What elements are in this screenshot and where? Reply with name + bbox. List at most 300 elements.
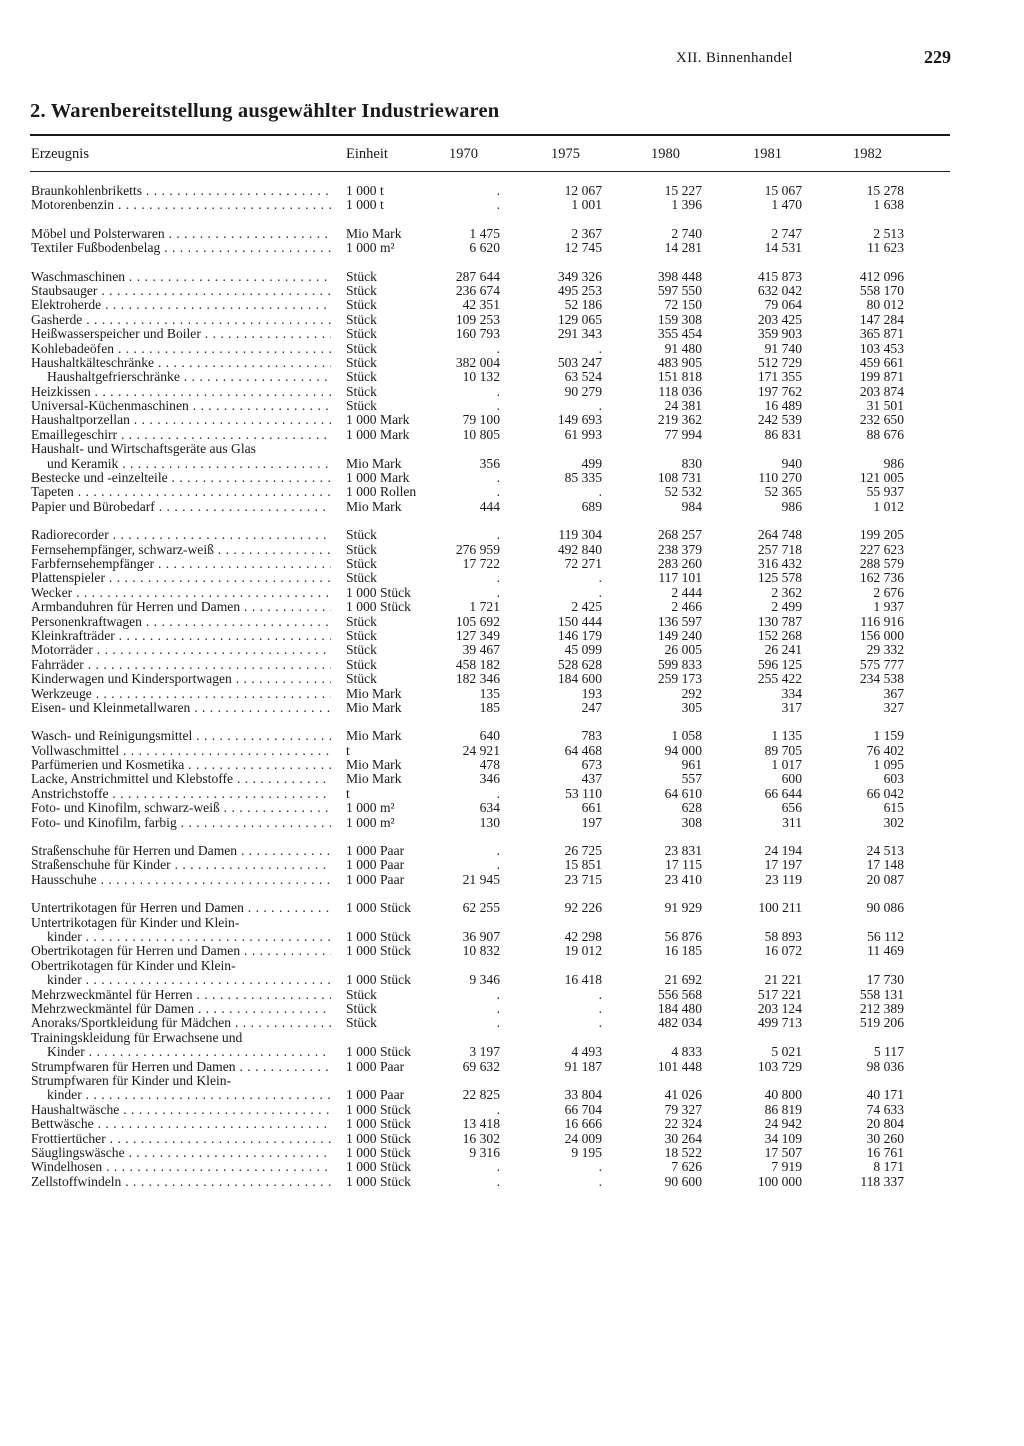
value-1981: 16 489: [764, 398, 802, 414]
unit: 1 000 Stück: [346, 1044, 411, 1060]
unit: Mio Mark: [346, 757, 402, 773]
value-1981: 255 422: [757, 671, 802, 687]
value-1982: 74 633: [866, 1101, 904, 1117]
value-1981: 242 539: [757, 412, 802, 428]
unit: 1 000 Stück: [346, 972, 411, 988]
row-label: Strumpfwaren für Kinder und Klein- kinder . . .: [31, 1074, 331, 1103]
value-1975: 129 065: [557, 311, 602, 327]
row-label: Textiler Fußbodenbelag . . .: [31, 241, 331, 255]
row-label: Untertrikotagen für Kinder und Klein- kinder . . .: [31, 916, 331, 945]
value-1982: 558 131: [859, 986, 904, 1002]
unit: Stück: [346, 527, 377, 543]
value-1970: 1 475: [469, 225, 500, 241]
value-1980: 557: [681, 771, 702, 787]
value-1982: 575 777: [859, 656, 904, 672]
unit: Stück: [346, 541, 377, 557]
value-1970: 3 197: [469, 1044, 500, 1060]
unit: 1 000 Mark: [346, 470, 410, 486]
value-1981: 359 903: [757, 326, 802, 342]
value-1982: 20 087: [866, 871, 904, 887]
value-1970: .: [496, 584, 500, 600]
value-1981: 940: [781, 455, 802, 471]
row-label: Papier und Bürobedarf . . .: [31, 500, 331, 514]
row-label: Farbfernsehempfänger . . .: [31, 557, 331, 571]
unit: Mio Mark: [346, 728, 402, 744]
value-1970: 9 346: [469, 972, 500, 988]
value-1970: 109 253: [455, 311, 500, 327]
value-1975: 437: [581, 771, 602, 787]
value-1981: 2 747: [771, 225, 802, 241]
row-group: [0, 528, 1024, 715]
value-1982: 2 676: [873, 584, 904, 600]
value-1980: 482 034: [657, 1015, 702, 1031]
unit: 1 000 Stück: [346, 1159, 411, 1175]
table-title: 2. Warenbereitstellung ausgewählter Industriewaren: [30, 100, 500, 122]
value-1970: .: [496, 398, 500, 414]
value-1970: 36 907: [462, 928, 500, 944]
table-row: [0, 1031, 1024, 1060]
value-1975: 119 304: [558, 527, 602, 543]
row-group: [0, 270, 1024, 515]
value-1975: 783: [581, 728, 602, 744]
table-row: [0, 500, 1024, 514]
value-1975: .: [598, 484, 602, 500]
value-1975: 61 993: [564, 426, 602, 442]
value-1970: 42 351: [462, 297, 500, 313]
value-1980: 118 036: [658, 383, 702, 399]
value-1981: 986: [781, 498, 802, 514]
value-1970: .: [496, 183, 500, 198]
unit: 1 000 Paar: [346, 1087, 405, 1103]
unit: t: [346, 785, 350, 801]
row-label: Windelhosen . . .: [31, 1160, 331, 1174]
row-label: Straßenschuhe für Herren und Damen . . .: [31, 844, 331, 858]
value-1981: 26 241: [764, 642, 802, 658]
value-1980: 259 173: [657, 671, 702, 687]
unit: 1 000 Stück: [346, 1130, 411, 1146]
value-1980: 14 281: [664, 240, 702, 256]
unit: Mio Mark: [346, 699, 402, 715]
value-1975: 193: [581, 685, 602, 701]
value-1981: 2 499: [771, 599, 802, 615]
value-1982: 17 148: [866, 857, 904, 873]
table-row: [0, 385, 1024, 399]
column-header-1981: 1981: [753, 146, 782, 162]
unit: 1 000 Stück: [346, 1101, 411, 1117]
row-label: Säuglingswäsche . . .: [31, 1146, 331, 1160]
value-1981: 203 124: [757, 1000, 802, 1016]
value-1975: 85 335: [564, 470, 602, 486]
value-1980: 108 731: [657, 470, 702, 486]
value-1970: 21 945: [462, 871, 500, 887]
value-1982: 121 005: [859, 470, 904, 486]
row-label: Fahrräder . . .: [31, 658, 331, 672]
row-label: Mehrzweckmäntel für Damen . . .: [31, 1002, 331, 1016]
unit: 1 000 t: [346, 183, 384, 198]
value-1982: 16 761: [866, 1144, 904, 1160]
table-row: [0, 1175, 1024, 1189]
value-1970: .: [496, 340, 500, 356]
unit: Mio Mark: [346, 455, 402, 471]
value-1981: 52 365: [764, 484, 802, 500]
value-1980: 2 444: [671, 584, 702, 600]
table-row: [0, 586, 1024, 600]
table-row: [0, 370, 1024, 384]
value-1981: 58 893: [764, 928, 802, 944]
value-1980: 91 929: [664, 900, 702, 916]
column-header-1970: 1970: [449, 146, 478, 162]
value-1982: 203 874: [859, 383, 904, 399]
value-1980: 136 597: [657, 613, 702, 629]
value-1982: 55 937: [866, 484, 904, 500]
value-1970: .: [496, 843, 500, 859]
unit: 1 000 Stück: [346, 584, 411, 600]
value-1970: .: [496, 1015, 500, 1031]
value-1982: 98 036: [866, 1058, 904, 1074]
value-1970: .: [496, 785, 500, 801]
table-row: [0, 687, 1024, 701]
value-1980: 117 101: [658, 570, 702, 586]
value-1975: 661: [581, 800, 602, 816]
unit: 1 000 Paar: [346, 857, 405, 873]
row-label: Wecker . . .: [31, 586, 331, 600]
value-1980: 2 740: [671, 225, 702, 241]
value-1982: 30 260: [866, 1130, 904, 1146]
unit: Mio Mark: [346, 498, 402, 514]
value-1982: 615: [883, 800, 904, 816]
table-row: [0, 844, 1024, 858]
value-1975: 492 840: [557, 541, 602, 557]
table-row: [0, 571, 1024, 585]
row-label: Anstrichstoffe . . .: [31, 787, 331, 801]
value-1975: 23 715: [564, 871, 602, 887]
column-header-1982: 1982: [853, 146, 882, 162]
value-1970: 1 721: [469, 599, 500, 615]
value-1980: 24 381: [664, 398, 702, 414]
value-1980: 23 831: [664, 843, 702, 859]
row-label: Plattenspieler . . .: [31, 571, 331, 585]
value-1975: 149 693: [557, 412, 602, 428]
table-row: [0, 284, 1024, 298]
value-1970: .: [496, 857, 500, 873]
row-label: Werkzeuge . . .: [31, 687, 331, 701]
table-row: [0, 356, 1024, 370]
value-1982: 80 012: [866, 297, 904, 313]
row-label: Radiorecorder . . .: [31, 528, 331, 542]
unit: Stück: [346, 1000, 377, 1016]
row-label: Waschmaschinen . . .: [31, 270, 331, 284]
value-1982: 232 650: [859, 412, 904, 428]
row-label: Eisen- und Kleinmetallwaren . . .: [31, 701, 331, 715]
value-1975: 495 253: [557, 282, 602, 298]
value-1982: 367: [883, 685, 904, 701]
value-1970: 127 349: [455, 627, 500, 643]
value-1981: 596 125: [757, 656, 802, 672]
value-1980: 26 005: [664, 642, 702, 658]
value-1982: 1 159: [873, 728, 904, 744]
unit: Stück: [346, 311, 377, 327]
value-1981: 600: [781, 771, 802, 787]
value-1982: 116 916: [860, 613, 904, 629]
table-row: [0, 528, 1024, 542]
value-1980: 597 550: [657, 282, 702, 298]
table-row: [0, 399, 1024, 413]
unit: Stück: [346, 354, 377, 370]
row-label: Obertrikotagen für Herren und Damen . . .: [31, 944, 331, 958]
value-1982: 11 623: [867, 240, 904, 256]
value-1970: .: [496, 1000, 500, 1016]
value-1982: 365 871: [859, 326, 904, 342]
value-1981: 91 740: [764, 340, 802, 356]
value-1970: 640: [479, 728, 500, 744]
value-1975: 33 804: [564, 1087, 602, 1103]
table-row: [0, 198, 1024, 212]
value-1982: 56 112: [867, 928, 904, 944]
row-group: [0, 227, 1024, 256]
table-row: [0, 944, 1024, 958]
value-1980: 292: [681, 685, 702, 701]
value-1975: 66 704: [564, 1101, 602, 1117]
value-1982: 327: [883, 699, 904, 715]
value-1982: 302: [883, 814, 904, 830]
row-label: Armbanduhren für Herren und Damen . . .: [31, 600, 331, 614]
value-1981: 24 194: [764, 843, 802, 859]
unit: 1 000 Mark: [346, 426, 410, 442]
table-row: [0, 227, 1024, 241]
value-1980: 52 532: [664, 484, 702, 500]
value-1982: 199 205: [859, 527, 904, 543]
table-row: [0, 1016, 1024, 1030]
unit: Stück: [346, 369, 377, 385]
table-row: [0, 327, 1024, 341]
value-1982: 1 638: [873, 197, 904, 213]
value-1981: 334: [781, 685, 802, 701]
value-1980: 16 185: [664, 943, 702, 959]
value-1981: 1 017: [771, 757, 802, 773]
value-1981: 15 067: [764, 183, 802, 198]
value-1975: 503 247: [557, 354, 602, 370]
value-1980: 7 626: [671, 1159, 702, 1175]
value-1981: 79 064: [764, 297, 802, 313]
table-row: [0, 758, 1024, 772]
value-1980: 355 454: [657, 326, 702, 342]
table-row: [0, 1132, 1024, 1146]
value-1981: 40 800: [764, 1087, 802, 1103]
value-1981: 152 268: [757, 627, 802, 643]
unit: Stück: [346, 671, 377, 687]
row-label: Hausschuhe . . .: [31, 873, 331, 887]
table-row: [0, 901, 1024, 915]
value-1970: .: [496, 986, 500, 1002]
unit: 1 000 m²: [346, 240, 395, 256]
table-row: [0, 184, 1024, 198]
value-1981: 21 221: [764, 972, 802, 988]
value-1981: 17 507: [764, 1144, 802, 1160]
row-label: Motorenbenzin . . .: [31, 198, 331, 212]
value-1970: 10 805: [462, 426, 500, 442]
value-1981: 171 355: [757, 369, 802, 385]
value-1975: 45 099: [564, 642, 602, 658]
value-1982: 519 206: [859, 1015, 904, 1031]
value-1975: .: [598, 398, 602, 414]
value-1980: 4 833: [671, 1044, 702, 1060]
value-1981: 197 762: [757, 383, 802, 399]
value-1980: 268 257: [657, 527, 702, 543]
unit: Stück: [346, 986, 377, 1002]
row-label: Tapeten . . .: [31, 485, 331, 499]
unit: Stück: [346, 656, 377, 672]
value-1982: 103 453: [859, 340, 904, 356]
unit: 1 000 Stück: [346, 900, 411, 916]
value-1970: .: [496, 484, 500, 500]
table-row: [0, 629, 1024, 643]
value-1975: 4 493: [571, 1044, 602, 1060]
table-row: [0, 1060, 1024, 1074]
value-1975: 24 009: [564, 1130, 602, 1146]
row-label: Braunkohlenbriketts . . .: [31, 184, 331, 198]
value-1970: 160 793: [455, 326, 500, 342]
table-row: [0, 600, 1024, 614]
table-row: [0, 916, 1024, 945]
value-1975: 197: [581, 814, 602, 830]
value-1981: 89 705: [764, 742, 802, 758]
row-group: [0, 184, 1024, 213]
value-1980: 22 324: [664, 1116, 702, 1132]
value-1980: 18 522: [664, 1144, 702, 1160]
value-1975: 291 343: [557, 326, 602, 342]
value-1975: 12 067: [564, 183, 602, 198]
table-row: [0, 744, 1024, 758]
value-1980: 21 692: [664, 972, 702, 988]
table-row: [0, 858, 1024, 872]
table-row: [0, 729, 1024, 743]
row-label: Möbel und Polsterwaren . . .: [31, 227, 331, 241]
value-1981: 130 787: [757, 613, 802, 629]
unit: 1 000 Paar: [346, 843, 405, 859]
value-1982: 40 171: [866, 1087, 904, 1103]
value-1980: 159 308: [657, 311, 702, 327]
value-1970: 6 620: [469, 240, 500, 256]
value-1980: 30 264: [664, 1130, 702, 1146]
table-row: [0, 672, 1024, 686]
value-1970: 13 418: [462, 1116, 500, 1132]
row-group: [0, 844, 1024, 887]
value-1970: 69 632: [462, 1058, 500, 1074]
value-1970: .: [496, 470, 500, 486]
value-1981: 1 470: [771, 197, 802, 213]
value-1970: 22 825: [462, 1087, 500, 1103]
value-1980: 149 240: [657, 627, 702, 643]
value-1970: .: [496, 570, 500, 586]
value-1980: 41 026: [664, 1087, 702, 1103]
table-row: [0, 413, 1024, 427]
unit: 1 000 Stück: [346, 1116, 411, 1132]
value-1982: 15 278: [866, 183, 904, 198]
value-1970: 185: [479, 699, 500, 715]
row-label: Wasch- und Reinigungsmittel . . .: [31, 729, 331, 743]
value-1982: 212 389: [859, 1000, 904, 1016]
value-1975: 349 326: [557, 268, 602, 284]
data-table: [0, 184, 1024, 1203]
unit: Stück: [346, 642, 377, 658]
value-1980: 599 833: [657, 656, 702, 672]
column-header-1980: 1980: [651, 146, 680, 162]
value-1982: 1 012: [873, 498, 904, 514]
value-1981: 24 942: [764, 1116, 802, 1132]
unit: 1 000 Mark: [346, 412, 410, 428]
value-1975: 19 012: [564, 943, 602, 959]
table-row: [0, 270, 1024, 284]
value-1981: 14 531: [764, 240, 802, 256]
value-1980: 184 480: [657, 1000, 702, 1016]
unit: 1 000 Paar: [346, 871, 405, 887]
value-1970: .: [496, 1101, 500, 1117]
value-1970: .: [496, 1159, 500, 1175]
value-1970: 62 255: [462, 900, 500, 916]
value-1970: 39 467: [462, 642, 500, 658]
value-1981: 257 718: [757, 541, 802, 557]
value-1982: 24 513: [866, 843, 904, 859]
row-label: Anoraks/Sportkleidung für Mädchen . . .: [31, 1016, 331, 1030]
value-1970: 24 921: [462, 742, 500, 758]
row-label: Elektroherde . . .: [31, 298, 331, 312]
value-1980: 398 448: [657, 268, 702, 284]
value-1981: 66 644: [764, 785, 802, 801]
value-1980: 77 994: [664, 426, 702, 442]
value-1981: 5 021: [771, 1044, 802, 1060]
value-1975: .: [598, 1173, 602, 1189]
value-1970: 182 346: [455, 671, 500, 687]
table-row: [0, 787, 1024, 801]
value-1980: 308: [681, 814, 702, 830]
table-row: [0, 658, 1024, 672]
value-1982: 1 095: [873, 757, 904, 773]
value-1980: 628: [681, 800, 702, 816]
value-1981: 100 000: [757, 1173, 802, 1189]
row-label: Mehrzweckmäntel für Herren . . .: [31, 988, 331, 1002]
value-1970: 236 674: [455, 282, 500, 298]
row-label: Kleinkrafträder . . .: [31, 629, 331, 643]
value-1981: 311: [782, 814, 802, 830]
table-row: [0, 772, 1024, 786]
value-1980: 91 480: [664, 340, 702, 356]
value-1975: 63 524: [564, 369, 602, 385]
value-1975: .: [598, 584, 602, 600]
table-row: [0, 557, 1024, 571]
row-label: Straßenschuhe für Kinder . . .: [31, 858, 331, 872]
value-1970: 10 132: [462, 369, 500, 385]
value-1981: 499 713: [757, 1015, 802, 1031]
value-1981: 16 072: [764, 943, 802, 959]
value-1970: 458 182: [455, 656, 500, 672]
value-1975: .: [598, 340, 602, 356]
unit: Stück: [346, 570, 377, 586]
value-1982: 199 871: [859, 369, 904, 385]
table-row: [0, 428, 1024, 442]
value-1975: 72 271: [564, 556, 602, 571]
row-label: Bestecke und -einzelteile . . .: [31, 471, 331, 485]
value-1980: 219 362: [657, 412, 702, 428]
value-1980: 79 327: [664, 1101, 702, 1117]
row-label: Haushaltgefrierschränke . . .: [31, 370, 331, 384]
value-1982: 156 000: [859, 627, 904, 643]
value-1975: 184 600: [557, 671, 602, 687]
value-1980: 101 448: [657, 1058, 702, 1074]
value-1982: 147 284: [859, 311, 904, 327]
value-1982: 227 623: [859, 541, 904, 557]
row-label: Haushaltwäsche . . .: [31, 1103, 331, 1117]
unit: Stück: [346, 297, 377, 313]
